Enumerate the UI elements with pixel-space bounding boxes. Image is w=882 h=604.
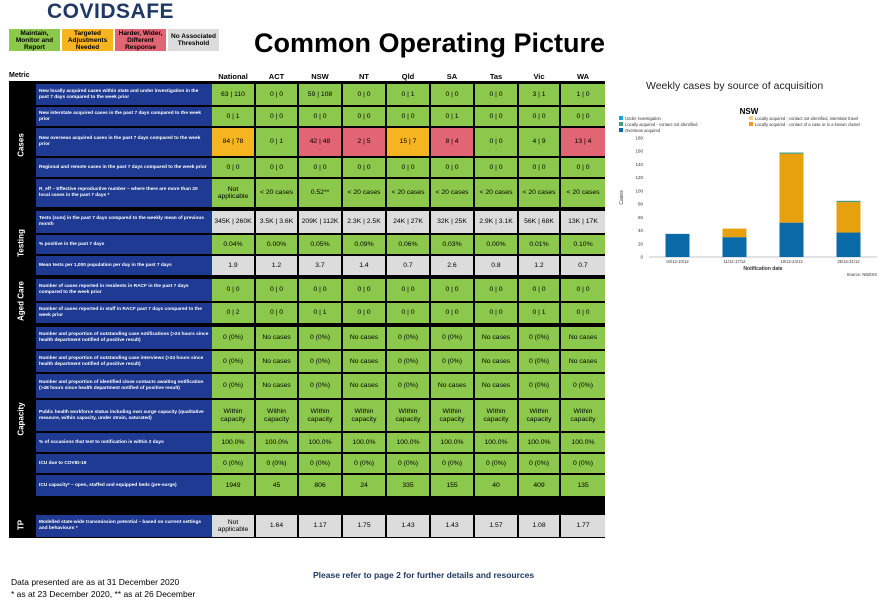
- metric-cell: No cases: [475, 374, 517, 398]
- bar-segment: [780, 223, 804, 257]
- metric-cell: 0 (0%): [431, 327, 473, 349]
- metric-description: New locally acquired cases within state and under investigation in the past 7 days compared to the week prior: [36, 84, 212, 105]
- data-as-at: Data presented are as at 31 December 2020: [11, 577, 180, 587]
- metric-cell: 345K | 260K: [212, 211, 254, 233]
- metric-cell: 1 | 0: [561, 84, 605, 105]
- metric-cell: 0 | 1: [256, 128, 297, 156]
- metric-cell: 0 | 1: [212, 107, 254, 126]
- metric-cell: 0.52**: [299, 179, 341, 207]
- metric-cell: < 20 cases: [431, 179, 473, 207]
- section-label-capacity: Capacity: [9, 326, 33, 511]
- metric-cell: 32K | 25K: [431, 211, 473, 233]
- metric-cell: Within capacity: [343, 400, 385, 431]
- metric-cell: 1949: [212, 475, 254, 496]
- y-tick-label: 0: [640, 254, 643, 260]
- metric-cell: 2.3K | 2.5K: [343, 211, 385, 233]
- metric-cell: 100.0%: [212, 433, 254, 452]
- metric-cell: 1.08: [519, 515, 559, 537]
- metric-cell: 135: [561, 475, 605, 496]
- metric-cell: 1.77: [561, 515, 605, 537]
- metric-cell: 0.03%: [431, 235, 473, 254]
- metric-cell: 0 (0%): [387, 374, 429, 398]
- bar-segment: [780, 154, 804, 223]
- metric-cell: No cases: [343, 351, 385, 372]
- metric-description: Number and proportion of outstanding case notifications (>24 hours since health department notified of positive result): [36, 327, 212, 349]
- metric-cell: 0 | 0: [256, 84, 297, 105]
- metric-cell: 0 (0%): [431, 351, 473, 372]
- metric-cell: 0 | 2: [212, 303, 254, 323]
- metric-cell: Not applicable: [212, 179, 254, 207]
- metric-cell: No cases: [431, 374, 473, 398]
- x-tick-label: 25/12-31/12: [837, 259, 860, 264]
- metric-cell: 0 | 0: [256, 158, 297, 177]
- metric-cell: 0 (0%): [299, 327, 341, 349]
- metric-cell: 4 | 9: [519, 128, 559, 156]
- metric-description: Number and proportion of outstanding case interviews (>24 hours since health department notified of positive result): [36, 351, 212, 372]
- metric-cell: 0.01%: [519, 235, 559, 254]
- metric-cell: 0 | 0: [387, 303, 429, 323]
- metric-cell: No cases: [256, 374, 297, 398]
- column-header: WA: [576, 72, 590, 81]
- metric-cell: No cases: [475, 327, 517, 349]
- metric-cell: Not applicable: [212, 515, 254, 537]
- covidsafe-logo: COVIDSAFE: [47, 0, 175, 23]
- metric-description: Mean tests per 1,000 population per day in the past 7 days: [36, 256, 212, 275]
- chart-legend-label: Locally acquired - contact not identified: [625, 122, 698, 127]
- metric-cell: 42 | 48: [299, 128, 341, 156]
- x-axis-label: Notification date: [743, 266, 783, 272]
- metric-description: ICU capacity* – open, staffed and equipped beds (pre-surge): [36, 475, 212, 496]
- metric-cell: 0 | 0: [299, 107, 341, 126]
- column-header: ACT: [268, 72, 285, 81]
- refer-note: Please refer to page 2 for further details and resources: [313, 570, 535, 580]
- metric-cell: No cases: [256, 327, 297, 349]
- metric-cell: 0 | 0: [343, 158, 385, 177]
- metric-cell: 0 | 0: [475, 84, 517, 105]
- metric-cell: 0 (0%): [212, 327, 254, 349]
- metric-cell: 63 | 110: [212, 84, 254, 105]
- metric-cell: 0 (0%): [519, 374, 559, 398]
- metric-cell: 13K | 17K: [561, 211, 605, 233]
- metric-cell: 0.8: [475, 256, 517, 275]
- metric-cell: No cases: [343, 374, 385, 398]
- column-header: NT: [359, 72, 369, 81]
- metric-description: Number and proportion of identified close contacts awaiting notification (>48 hours since health department notified of positive result): [36, 374, 212, 398]
- chart-legend-swatch: [619, 128, 623, 132]
- metric-cell: 100.0%: [431, 433, 473, 452]
- metric-cell: No cases: [475, 351, 517, 372]
- chart-legend-label: Locally acquired - contact of a case or in a known cluster: [755, 122, 861, 127]
- metric-description: % of occasions that test to notification is within 2 days: [36, 433, 212, 452]
- metric-cell: 0 (0%): [519, 454, 559, 473]
- chart-title: Weekly cases by source of acquisition: [646, 80, 824, 92]
- metric-cell: 45: [256, 475, 297, 496]
- metric-cell: 1.2: [256, 256, 297, 275]
- metric-cell: 1.64: [256, 515, 297, 537]
- page-title: Common Operating Picture: [254, 28, 606, 58]
- column-header: Vic: [533, 72, 545, 81]
- metric-cell: Within capacity: [299, 400, 341, 431]
- bar-segment: [837, 201, 861, 202]
- metric-cell: 0 | 0: [299, 279, 341, 301]
- metric-cell: Within capacity: [475, 400, 517, 431]
- metric-cell: Within capacity: [519, 400, 559, 431]
- bar-segment: [666, 234, 690, 257]
- metric-cell: Within capacity: [431, 400, 473, 431]
- metric-cell: No cases: [561, 351, 605, 372]
- metric-cell: 0 | 0: [561, 279, 605, 301]
- metric-cell: 0 | 0: [212, 279, 254, 301]
- metric-cell: 0 (0%): [431, 454, 473, 473]
- metric-cell: 0 (0%): [212, 454, 254, 473]
- metric-cell: < 20 cases: [561, 179, 605, 207]
- legend-item: Targeted Adjustments Needed: [61, 28, 114, 52]
- operating-picture-table: [9, 81, 605, 538]
- metric-cell: 0 (0%): [212, 351, 254, 372]
- metric-description: R_eff – Effective reproductive number – where there are more than 20 local cases in the past 7 days *: [36, 179, 212, 207]
- column-header: Qld: [401, 72, 415, 81]
- metric-cell: 0 (0%): [256, 454, 297, 473]
- column-header: SA: [446, 72, 458, 81]
- metric-cell: 0.05%: [299, 235, 341, 254]
- metric-cell: 0 (0%): [387, 454, 429, 473]
- column-header: Tas: [489, 72, 503, 81]
- metric-cell: 13 | 4: [561, 128, 605, 156]
- metric-description: Number of cases reported in staff in RACF past 7 days compared to the week prior: [36, 303, 212, 323]
- metric-description: New overseas acquired cases in the past 7 days compared to the week prior: [36, 128, 212, 156]
- metric-cell: 0 | 0: [431, 158, 473, 177]
- metric-cell: 0.04%: [212, 235, 254, 254]
- metric-cell: 0 (0%): [343, 454, 385, 473]
- metric-cell: 0.09%: [343, 235, 385, 254]
- metric-cell: 84 | 78: [212, 128, 254, 156]
- metric-cell: 0 | 0: [343, 107, 385, 126]
- metric-cell: 335: [387, 475, 429, 496]
- metric-cell: < 20 cases: [256, 179, 297, 207]
- chart-legend-swatch: [619, 116, 623, 120]
- chart-legend-label: Under investigation: [625, 116, 661, 121]
- metric-description: New interstate acquired cases in the past 7 days compared to the week prior: [36, 107, 212, 126]
- metric-cell: 0 | 0: [387, 279, 429, 301]
- legend-item: No Associated Threshold: [167, 28, 220, 52]
- chart-legend-label: Locally acquired - contact not identified, interstate travel: [755, 116, 859, 121]
- metric-cell: 0 (0%): [387, 351, 429, 372]
- metric-cell: 0 | 0: [475, 279, 517, 301]
- metric-cell: 0 | 0: [343, 84, 385, 105]
- metric-cell: 0.7: [387, 256, 429, 275]
- section-label-cases: Cases: [9, 82, 33, 208]
- metric-description: Modelled state-wide transmission potential – based on current settings and behaviours *: [36, 515, 212, 537]
- metric-cell: 0 | 0: [387, 107, 429, 126]
- metric-cell: 409: [519, 475, 559, 496]
- metric-cell: 806: [299, 475, 341, 496]
- metric-cell: 0 | 0: [256, 303, 297, 323]
- metric-description: ICU due to COVID-19: [36, 454, 212, 473]
- metric-cell: 0.7: [561, 256, 605, 275]
- metric-header: Metric: [9, 72, 30, 79]
- metric-cell: 0 (0%): [387, 327, 429, 349]
- metric-cell: 0.10%: [561, 235, 605, 254]
- metric-cell: 209K | 112K: [299, 211, 341, 233]
- legend-item: Maintain, Monitor and Report: [8, 28, 61, 52]
- metric-cell: 3.7: [299, 256, 341, 275]
- chart-legend-label: Overseas acquired: [625, 128, 661, 133]
- metric-cell: 0 | 0: [519, 279, 559, 301]
- metric-cell: 0 | 1: [387, 84, 429, 105]
- metric-cell: 2.6: [431, 256, 473, 275]
- metric-description: Number of cases reported in residents in RACF in the past 7 days compared to the week prior: [36, 279, 212, 301]
- metric-cell: 3 | 1: [519, 84, 559, 105]
- metric-cell: 0 | 0: [299, 158, 341, 177]
- y-tick-label: 140: [635, 161, 643, 167]
- metric-cell: 1.75: [343, 515, 385, 537]
- bar-segment: [837, 202, 861, 232]
- metric-cell: 0 (0%): [561, 454, 605, 473]
- y-tick-label: 180: [635, 135, 643, 141]
- metric-description: Tests (sum) in the past 7 days compared to the weekly mean of previous month: [36, 211, 212, 233]
- metric-description: Regional and remote cases in the past 7 days compared to the week prior: [36, 158, 212, 177]
- metric-description: % positive in the past 7 days: [36, 235, 212, 254]
- y-tick-label: 60: [637, 214, 643, 220]
- metric-cell: 0.00%: [475, 235, 517, 254]
- metric-cell: 56K | 68K: [519, 211, 559, 233]
- metric-cell: 0 (0%): [299, 454, 341, 473]
- column-header: NSW: [311, 72, 329, 81]
- metric-cell: 100.0%: [387, 433, 429, 452]
- metric-cell: 3.5K | 3.6K: [256, 211, 297, 233]
- x-tick-label: 18/12-24/12: [780, 259, 803, 264]
- metric-cell: 1.43: [387, 515, 429, 537]
- metric-cell: 0 | 1: [519, 303, 559, 323]
- section-label-testing: Testing: [9, 210, 33, 276]
- metric-cell: 0 | 0: [212, 158, 254, 177]
- metric-cell: Within capacity: [387, 400, 429, 431]
- metric-cell: 1.9: [212, 256, 254, 275]
- metric-cell: 24K | 27K: [387, 211, 429, 233]
- metric-cell: Within capacity: [256, 400, 297, 431]
- metric-cell: 0 | 0: [561, 303, 605, 323]
- metric-cell: 100.0%: [299, 433, 341, 452]
- metric-cell: Within capacity: [561, 400, 605, 431]
- metric-cell: 40: [475, 475, 517, 496]
- metric-cell: 0 (0%): [299, 351, 341, 372]
- metric-cell: 0 (0%): [519, 351, 559, 372]
- metric-cell: 155: [431, 475, 473, 496]
- chart-legend-swatch: [749, 122, 753, 126]
- x-tick-label: 04/12-10/12: [666, 259, 689, 264]
- metric-cell: 0 | 0: [475, 158, 517, 177]
- metric-cell: < 20 cases: [475, 179, 517, 207]
- metric-cell: No cases: [343, 327, 385, 349]
- bar-segment: [837, 233, 861, 257]
- y-tick-label: 120: [635, 175, 643, 181]
- chart-source: Source: NNDSS: [846, 272, 877, 277]
- metric-cell: 0 | 0: [343, 303, 385, 323]
- metric-cell: 1.57: [475, 515, 517, 537]
- metric-cell: 0 | 1: [431, 107, 473, 126]
- metric-cell: 0 (0%): [561, 374, 605, 398]
- y-tick-label: 100: [635, 188, 643, 194]
- metric-cell: 0.00%: [256, 235, 297, 254]
- metric-cell: 59 | 108: [299, 84, 341, 105]
- metric-cell: 15 | 7: [387, 128, 429, 156]
- section-label-aged-care: Aged Care: [9, 278, 33, 324]
- metric-cell: 0 | 0: [519, 107, 559, 126]
- metric-cell: 8 | 4: [431, 128, 473, 156]
- y-axis-label: Cases: [619, 190, 625, 205]
- metric-cell: 0.06%: [387, 235, 429, 254]
- metric-cell: 100.0%: [561, 433, 605, 452]
- column-header: National: [218, 72, 248, 81]
- metric-cell: 0 | 0: [561, 158, 605, 177]
- metric-cell: Within capacity: [212, 400, 254, 431]
- metric-cell: 0 | 0: [519, 158, 559, 177]
- metric-cell: 0 | 0: [475, 107, 517, 126]
- metric-cell: 1.4: [343, 256, 385, 275]
- y-tick-label: 20: [637, 241, 643, 247]
- metric-cell: 2 | 5: [343, 128, 385, 156]
- section-label-tp: TP: [9, 513, 33, 537]
- metric-cell: < 20 cases: [387, 179, 429, 207]
- y-tick-label: 40: [637, 228, 643, 234]
- metric-cell: 100.0%: [256, 433, 297, 452]
- metric-cell: 0 | 0: [256, 279, 297, 301]
- metric-cell: 0 | 0: [431, 84, 473, 105]
- metric-cell: 0 (0%): [299, 374, 341, 398]
- metric-cell: 0 | 0: [387, 158, 429, 177]
- metric-cell: 0 | 0: [343, 279, 385, 301]
- legend-item: Harder, Wider, Different Response: [114, 28, 167, 52]
- footnote: * as at 23 December 2020, ** as at 26 December: [11, 589, 196, 599]
- metric-cell: 0 | 0: [561, 107, 605, 126]
- metric-cell: 100.0%: [343, 433, 385, 452]
- metric-cell: 1.2: [519, 256, 559, 275]
- chart-subtitle: NSW: [739, 107, 759, 116]
- weekly-cases-chart: [617, 100, 882, 290]
- bar-segment: [723, 237, 747, 257]
- metric-cell: 24: [343, 475, 385, 496]
- metric-cell: 0 | 0: [431, 303, 473, 323]
- metric-cell: 100.0%: [519, 433, 559, 452]
- bar-segment: [780, 153, 804, 154]
- metric-cell: 0 | 0: [256, 107, 297, 126]
- chart-legend-swatch: [619, 122, 623, 126]
- metric-cell: 0 | 1: [299, 303, 341, 323]
- metric-cell: 1.17: [299, 515, 341, 537]
- metric-cell: 2.9K | 3.1K: [475, 211, 517, 233]
- y-tick-label: 160: [635, 148, 643, 154]
- x-tick-label: 11/12-17/12: [723, 259, 746, 264]
- metric-cell: No cases: [256, 351, 297, 372]
- y-tick-label: 80: [637, 201, 643, 207]
- metric-cell: < 20 cases: [519, 179, 559, 207]
- metric-cell: 0 | 0: [475, 128, 517, 156]
- metric-cell: 1.43: [431, 515, 473, 537]
- metric-cell: 0 (0%): [519, 327, 559, 349]
- bar-segment: [723, 229, 747, 238]
- metric-cell: 0 (0%): [212, 374, 254, 398]
- metric-cell: 0 | 0: [475, 303, 517, 323]
- threshold-legend: [8, 28, 220, 52]
- metric-cell: 100.0%: [475, 433, 517, 452]
- metric-description: Public health workforce status including own surge capacity (qualitative measure, within capacity, under strain, saturated): [36, 400, 212, 431]
- metric-cell: < 20 cases: [343, 179, 385, 207]
- chart-legend-swatch: [749, 116, 753, 120]
- metric-cell: 0 (0%): [475, 454, 517, 473]
- metric-cell: No cases: [561, 327, 605, 349]
- metric-cell: 0 | 0: [431, 279, 473, 301]
